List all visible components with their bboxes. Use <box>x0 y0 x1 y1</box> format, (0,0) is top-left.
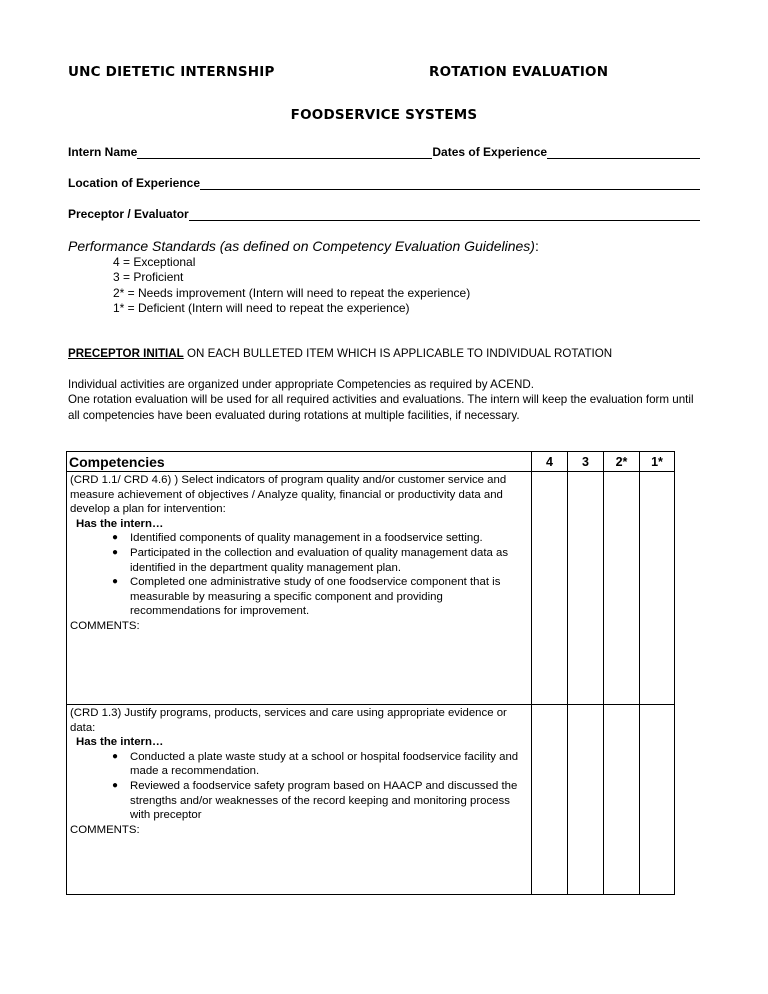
intro-paragraph <box>68 377 708 423</box>
instruction-emphasis: PRECEPTOR INITIAL <box>68 347 184 360</box>
competency-table <box>66 451 675 895</box>
list-item <box>112 779 527 823</box>
score-2-header: 2* <box>604 452 640 472</box>
activity-text: Conducted a plate waste study at a school or hospital foodservice facility and made a recommendation. <box>130 750 519 778</box>
score-1-cell[interactable] <box>640 705 675 895</box>
dates-label: Dates of Experience <box>432 145 548 159</box>
score-3-header: 3 <box>568 452 604 472</box>
intro-line-1: Individual activities are organized under appropriate Competencies as required by ACEND. <box>68 378 534 391</box>
program-title: UNC DIETETIC INTERNSHIP <box>68 64 275 80</box>
bullet-icon: ● <box>112 546 119 558</box>
activity-text: Identified components of quality management in a foodservice setting. <box>130 532 483 545</box>
activity-text: Participated in the collection and evaluation of quality management data as identified in the department quality management plan. <box>130 546 509 574</box>
list-item <box>112 750 527 779</box>
preceptor-row <box>68 205 700 221</box>
score-1-header: 1* <box>640 452 675 472</box>
intern-info-row <box>68 143 700 159</box>
activity-list <box>70 750 527 823</box>
intern-name-field[interactable] <box>137 146 432 159</box>
intern-name-label: Intern Name <box>68 145 138 159</box>
list-item <box>112 531 527 546</box>
instruction-rest: ON EACH BULLETED ITEM WHICH IS APPLICABLE TO INDIVIDUAL ROTATION <box>183 347 613 360</box>
standards-list <box>113 255 470 317</box>
table-row <box>67 705 675 895</box>
standard-3: 3 = Proficient <box>113 270 184 285</box>
has-intern-label: Has the intern… <box>76 517 164 530</box>
rotation-subtitle: FOODSERVICE SYSTEMS <box>290 107 478 123</box>
standard-4: 4 = Exceptional <box>113 255 196 269</box>
comments-label: COMMENTS: <box>70 619 140 632</box>
preceptor-label: Preceptor / Evaluator <box>68 207 189 221</box>
location-label: Location of Experience <box>68 176 201 190</box>
score-3-cell[interactable] <box>568 705 604 895</box>
activity-list <box>70 531 527 619</box>
score-4-cell[interactable] <box>532 472 568 705</box>
activity-text: Completed one administrative study of one foodservice component that is measurable by measuring a specific component and providing recommendations for improvement. <box>130 576 501 618</box>
standard-1: 1* = Deficient (Intern will need to repeat the experience) <box>113 301 410 316</box>
score-2-cell[interactable] <box>604 705 640 895</box>
preceptor-instruction <box>68 346 612 361</box>
standards-title-suffix: : <box>534 238 539 254</box>
score-4-cell[interactable] <box>532 705 568 895</box>
comments-label: COMMENTS: <box>70 823 140 836</box>
has-intern-label: Has the intern… <box>76 736 164 749</box>
bullet-icon: ● <box>112 779 119 791</box>
bullet-icon: ● <box>112 532 119 544</box>
list-item <box>112 546 527 575</box>
dates-field[interactable] <box>547 146 700 159</box>
competency-cell-crd-1-3 <box>67 705 532 895</box>
table-row <box>67 472 675 705</box>
location-field[interactable] <box>200 177 700 190</box>
score-4-header: 4 <box>532 452 568 472</box>
standards-title-text: Performance Standards (as defined on Competency Evaluation Guidelines) <box>68 238 535 254</box>
form-title: ROTATION EVALUATION <box>429 64 609 80</box>
competency-description: (CRD 1.3) Justify programs, products, services and care using appropriate evidence or data: <box>70 707 507 734</box>
preceptor-field[interactable] <box>189 208 700 221</box>
bullet-icon: ● <box>112 750 119 762</box>
intro-line-2: One rotation evaluation will be used for all required activities and evaluations. The intern will keep the evaluation form until all competencies have been evaluated during rotations at multiple facilities, if necessary. <box>68 393 694 422</box>
location-row <box>68 174 700 190</box>
score-1-cell[interactable] <box>640 472 675 705</box>
competency-description: (CRD 1.1/ CRD 4.6) ) Select indicators of program quality and/or customer service and measure achievement of objectives / Analyze quality, financial or productivity data and develop a plan for intervention: <box>70 474 507 516</box>
score-2-cell[interactable] <box>604 472 640 705</box>
activity-text: Reviewed a foodservice safety program based on HAACP and discussed the strengths and/or weaknesses of the record keeping and monitoring process with preceptor <box>130 779 518 822</box>
competency-cell-crd-1-1 <box>67 472 532 705</box>
standard-2: 2* = Needs improvement (Intern will need to repeat the experience) <box>113 285 471 300</box>
score-3-cell[interactable] <box>568 472 604 705</box>
list-item <box>112 575 527 619</box>
bullet-icon: ● <box>112 576 119 588</box>
table-header-row <box>67 452 675 472</box>
competencies-header: Competencies <box>67 452 532 472</box>
standards-title <box>68 238 539 254</box>
